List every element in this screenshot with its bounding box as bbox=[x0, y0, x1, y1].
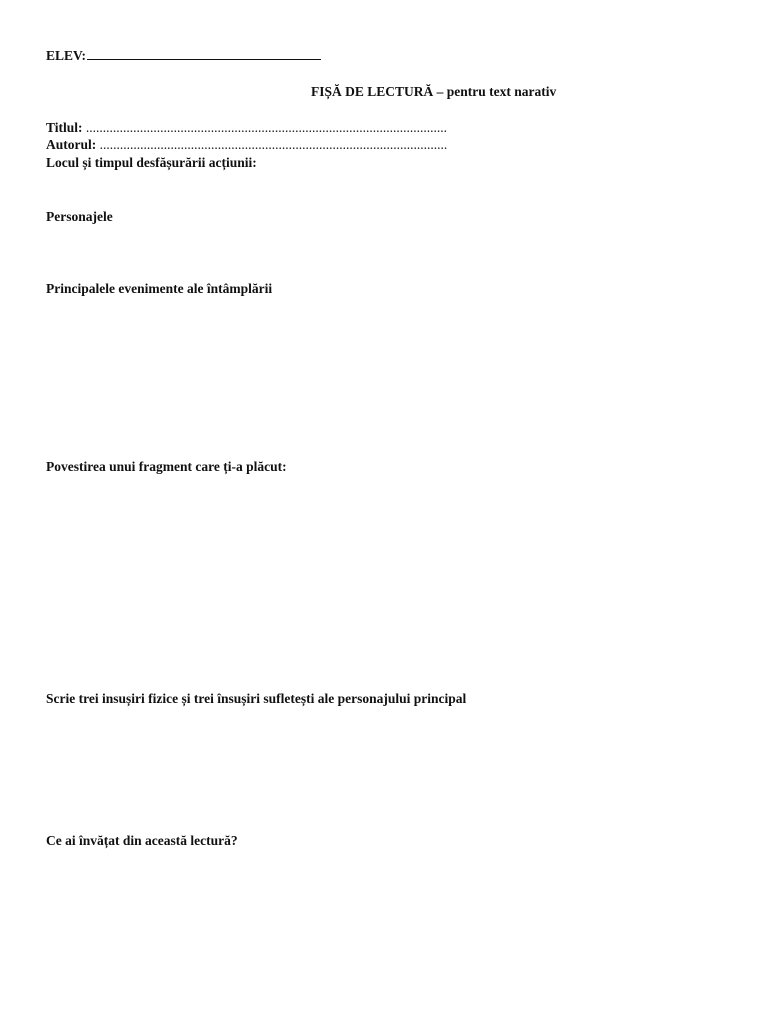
student-label: ELEV: bbox=[46, 48, 87, 63]
events-section-heading: Principalele evenimente ale întâmplării bbox=[46, 281, 273, 296]
author-field-dots[interactable]: ....................................................................................................... bbox=[99, 137, 448, 152]
setting-field-label: Locul și timpul desfășurării acțiunii: bbox=[46, 155, 257, 170]
author-field-row bbox=[46, 137, 447, 153]
title-field-label: Titlul: bbox=[46, 120, 83, 135]
student-name-blank[interactable] bbox=[87, 48, 321, 60]
title-field-dots[interactable]: ........................................................................................................... bbox=[85, 120, 448, 135]
title-field-row bbox=[46, 120, 447, 136]
student-name-row bbox=[46, 48, 321, 64]
author-field-label: Autorul: bbox=[46, 137, 97, 152]
lesson-section-heading: Ce ai învățat din această lectură? bbox=[46, 833, 238, 848]
fragment-section-heading: Povestirea unui fragment care ți-a plăcut: bbox=[46, 459, 287, 474]
worksheet-title: FIȘĂ DE LECTURĂ – pentru text narativ bbox=[311, 84, 557, 99]
characters-section-heading: Personajele bbox=[46, 209, 113, 224]
traits-section-heading: Scrie trei insușiri fizice și trei însușiri sufletești ale personajului principal bbox=[46, 691, 467, 706]
